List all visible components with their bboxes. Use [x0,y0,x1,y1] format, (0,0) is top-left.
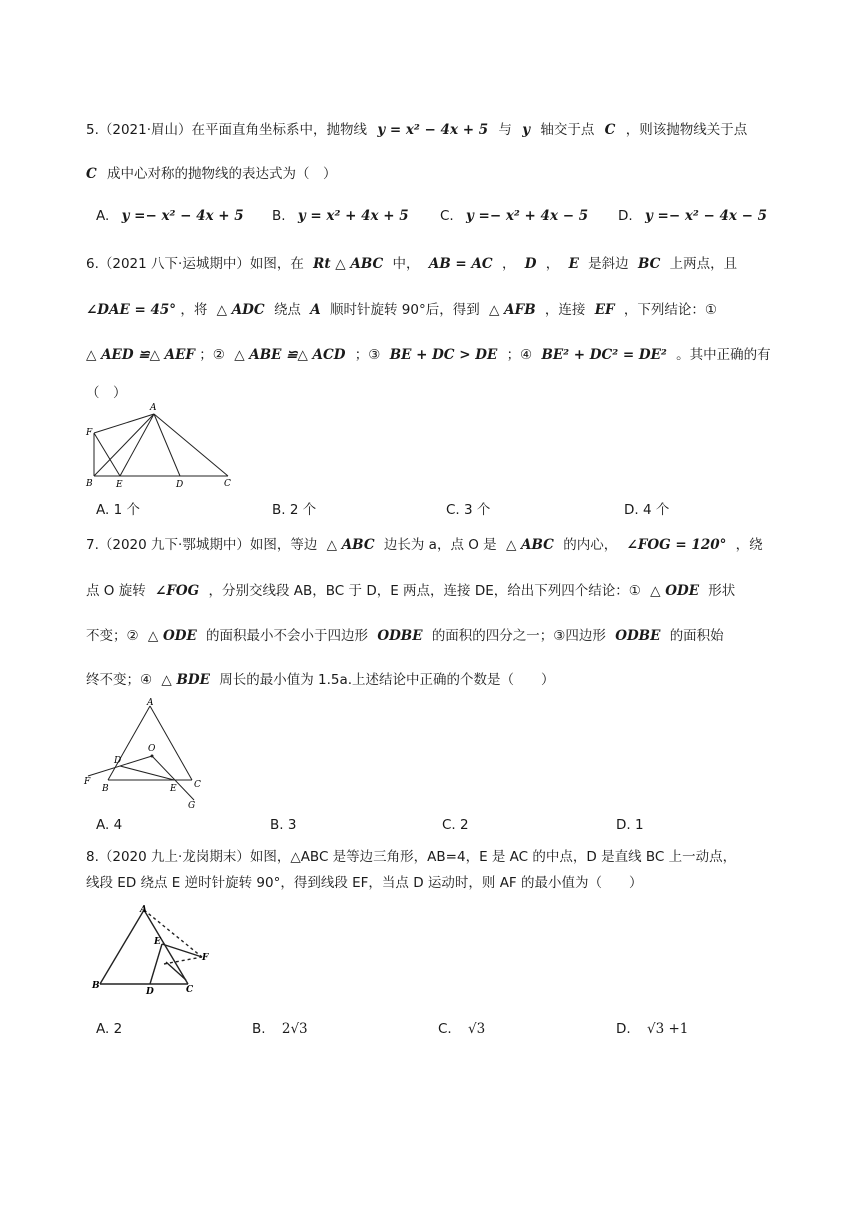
label-d: D [176,480,184,490]
q7-text: ，绕 [735,537,763,553]
q5-text: 轴交于点 [540,122,595,138]
q6-stem-line-4: （ ） [86,385,127,401]
q7-math: △ ODE [650,583,699,599]
q7-text: 不变；② [86,628,139,644]
q5-text: ，则该抛物线关于点 [625,122,748,138]
q7-text: 终不变；④ [86,672,153,688]
q6-text: ， [501,256,516,272]
q8-stem-line-1: 8.（2020 九上·龙岗期末）如图，△ABC 是等边三角形，AB=4，E 是 AC 的中点，D 是直线 BC 上一动点， [86,849,737,865]
q7-math: ∠FOG = 120° [626,537,727,553]
q7-option-b[interactable]: B. 3 [270,817,297,833]
q6-math: Rt △ ABC [313,256,384,272]
q7-math: △ ABC [326,537,375,553]
option-expr: √3 [468,1021,486,1037]
option-expr: 2√3 [281,1021,308,1037]
q7-text: 的面积最小不会小于四边形 [206,628,369,644]
label-b: B [92,981,100,991]
option-label: A. [96,208,110,224]
q7-text: 的面积的四分之一；③四边形 [431,628,606,644]
q6-option-c[interactable]: C. 3 个 [446,502,491,518]
label-c: C [224,479,231,489]
q7-math: ODBE [615,628,661,644]
q5-equation: y = x² − 4x + 5 [377,122,489,138]
q7-text: 点 O 旋转 [86,583,146,599]
q8-stem-line-2: 线段 ED 绕点 E 逆时针旋转 90°，得到线段 EF，当点 D 运动时，则 AF 的最小值为（ ） [86,875,643,891]
line-af [144,910,202,957]
q7-text: 周长的最小值为 1.5a.上述结论中正确的个数是（ ） [219,672,555,688]
option-label: B. [272,208,286,224]
q6-math: △ ADC [216,302,265,318]
option-label: C. [440,208,454,224]
q6-text: ；④ [506,347,533,363]
option-label: A. 2 [96,1021,123,1037]
line-de [120,766,174,780]
q6-option-d[interactable]: D. 4 个 [624,502,670,518]
q7-math: △ ABC [505,537,554,553]
q6-math: A [310,302,321,318]
q6-text: 是斜边 [588,256,629,272]
option-expr: y =− x² − 4x − 5 [644,208,768,224]
q6-text: ；② [199,347,225,363]
option-expr: √3 +1 [646,1021,689,1037]
label-a: A [147,698,154,708]
q6-math: BC [637,256,661,272]
q6-math: EF [594,302,615,318]
q6-stem-line-3 [86,343,771,363]
q6-math: D [524,256,537,272]
option-label: D. [618,208,633,224]
option-label: B. [252,1021,266,1037]
q6-math: △ ABE ≌△ ACD [234,347,346,363]
q6-text: ， [545,256,560,272]
q7-figure [82,696,212,808]
label-f: F [84,777,91,787]
q5-option-d[interactable] [618,208,767,224]
q7-stem-line-3 [86,624,724,644]
q5-stem-text: 5.（2021·眉山）在平面直角坐标系中，抛物线 [86,122,368,138]
q7-math: ODBE [377,628,423,644]
q7-stem-line-4 [86,668,555,688]
q8-option-c[interactable] [438,1021,485,1037]
label-e: E [116,480,123,490]
q6-text: ；③ [354,347,381,363]
q7-stem-line-1 [86,533,763,553]
q5-var-y: y [522,122,531,138]
q8-option-d[interactable] [616,1021,688,1037]
q6-math: ∠DAE = 45° [86,302,177,318]
line-ac [150,706,192,780]
option-expr: y =− x² + 4x − 5 [466,208,589,224]
q6-math: BE² + DC² = DE² [541,347,667,363]
label-e: E [170,784,177,794]
q6-option-a[interactable]: A. 1 个 [96,502,140,518]
q7-text: 形状 [708,583,736,599]
q7-option-d[interactable]: D. 1 [616,817,644,833]
line-ed [150,944,162,984]
q5-text: 成中心对称的抛物线的表达式为（ ） [107,166,337,182]
q6-text: 。其中正确的有 [676,347,771,363]
q7-math: △ ODE [147,628,197,644]
q7-option-a[interactable]: A. 4 [96,817,123,833]
q7-stem-line-2 [86,579,735,599]
label-f: F [86,428,93,438]
q8-figure [90,902,214,998]
q7-math: ∠FOG [155,583,200,599]
label-c: C [186,985,194,995]
label-b: B [102,784,109,794]
q6-math: AB = AC [428,256,493,272]
q7-text: 7.（2020 九下·鄂城期中）如图，等边 [86,537,318,553]
q5-text: 与 [498,122,512,138]
q5-stem-line-2 [86,162,337,182]
label-a: A [150,403,157,413]
line-ac [154,414,228,476]
point-o [151,755,154,758]
q5-option-a[interactable] [96,208,244,224]
option-label: C. [438,1021,452,1037]
label-b: B [86,479,93,489]
q6-math: △ AED ≌△ AEF [86,347,195,363]
q6-figure [84,398,244,490]
line-ad [154,414,180,476]
q5-point-c: C [604,122,616,138]
q6-math: △ AFB [489,302,536,318]
label-e: E [154,937,161,947]
q6-option-b[interactable]: B. 2 个 [272,502,317,518]
q6-math: E [568,256,579,272]
label-c: C [194,780,201,790]
q6-stem-line-1 [86,252,737,272]
aux-line [164,957,202,964]
q7-math: △ BDE [161,672,210,688]
line-ab [108,706,150,780]
label-g: G [188,801,196,808]
label-f: F [202,953,209,963]
q6-text: ，连接 [544,302,586,318]
q6-text: 中， [392,256,420,272]
q5-option-c[interactable] [440,208,588,224]
q6-text: ，将 [180,302,208,318]
q5-stem-line-1 [86,118,747,138]
option-expr: y = x² + 4x + 5 [297,208,409,224]
option-label: D. [616,1021,631,1037]
label-o: O [148,744,156,754]
q6-stem-line-2 [86,298,717,318]
q6-text: 6.（2021 八下·运城期中）如图，在 [86,256,304,272]
q8-option-a[interactable] [96,1021,122,1037]
q7-option-c[interactable]: C. 2 [442,817,469,833]
line-ac [144,910,188,984]
q6-text: ，下列结论：① [623,302,717,318]
line-ab [100,910,144,984]
line-fe [94,433,120,476]
q7-text: 边长为 a，点 O 是 [383,537,497,553]
q7-text: 的面积始 [669,628,724,644]
label-d: D [114,756,122,766]
label-d: D [146,987,154,997]
q5-option-b[interactable] [272,208,409,224]
q7-text: 的内心， [563,537,618,553]
option-expr: y =− x² − 4x + 5 [121,208,244,224]
q6-math: BE + DC > DE [389,347,498,363]
label-a: A [140,905,147,915]
q8-option-b[interactable] [252,1021,308,1037]
q5-point-c: C [86,166,97,182]
q6-text: 上两点，且 [669,256,738,272]
q6-text: 绕点 [273,302,301,318]
q7-text: ，分别交线段 AB，BC 于 D，E 两点，连接 DE，给出下列四个结论：① [208,583,641,599]
q6-text: 顺时针旋转 90°后，得到 [330,302,480,318]
